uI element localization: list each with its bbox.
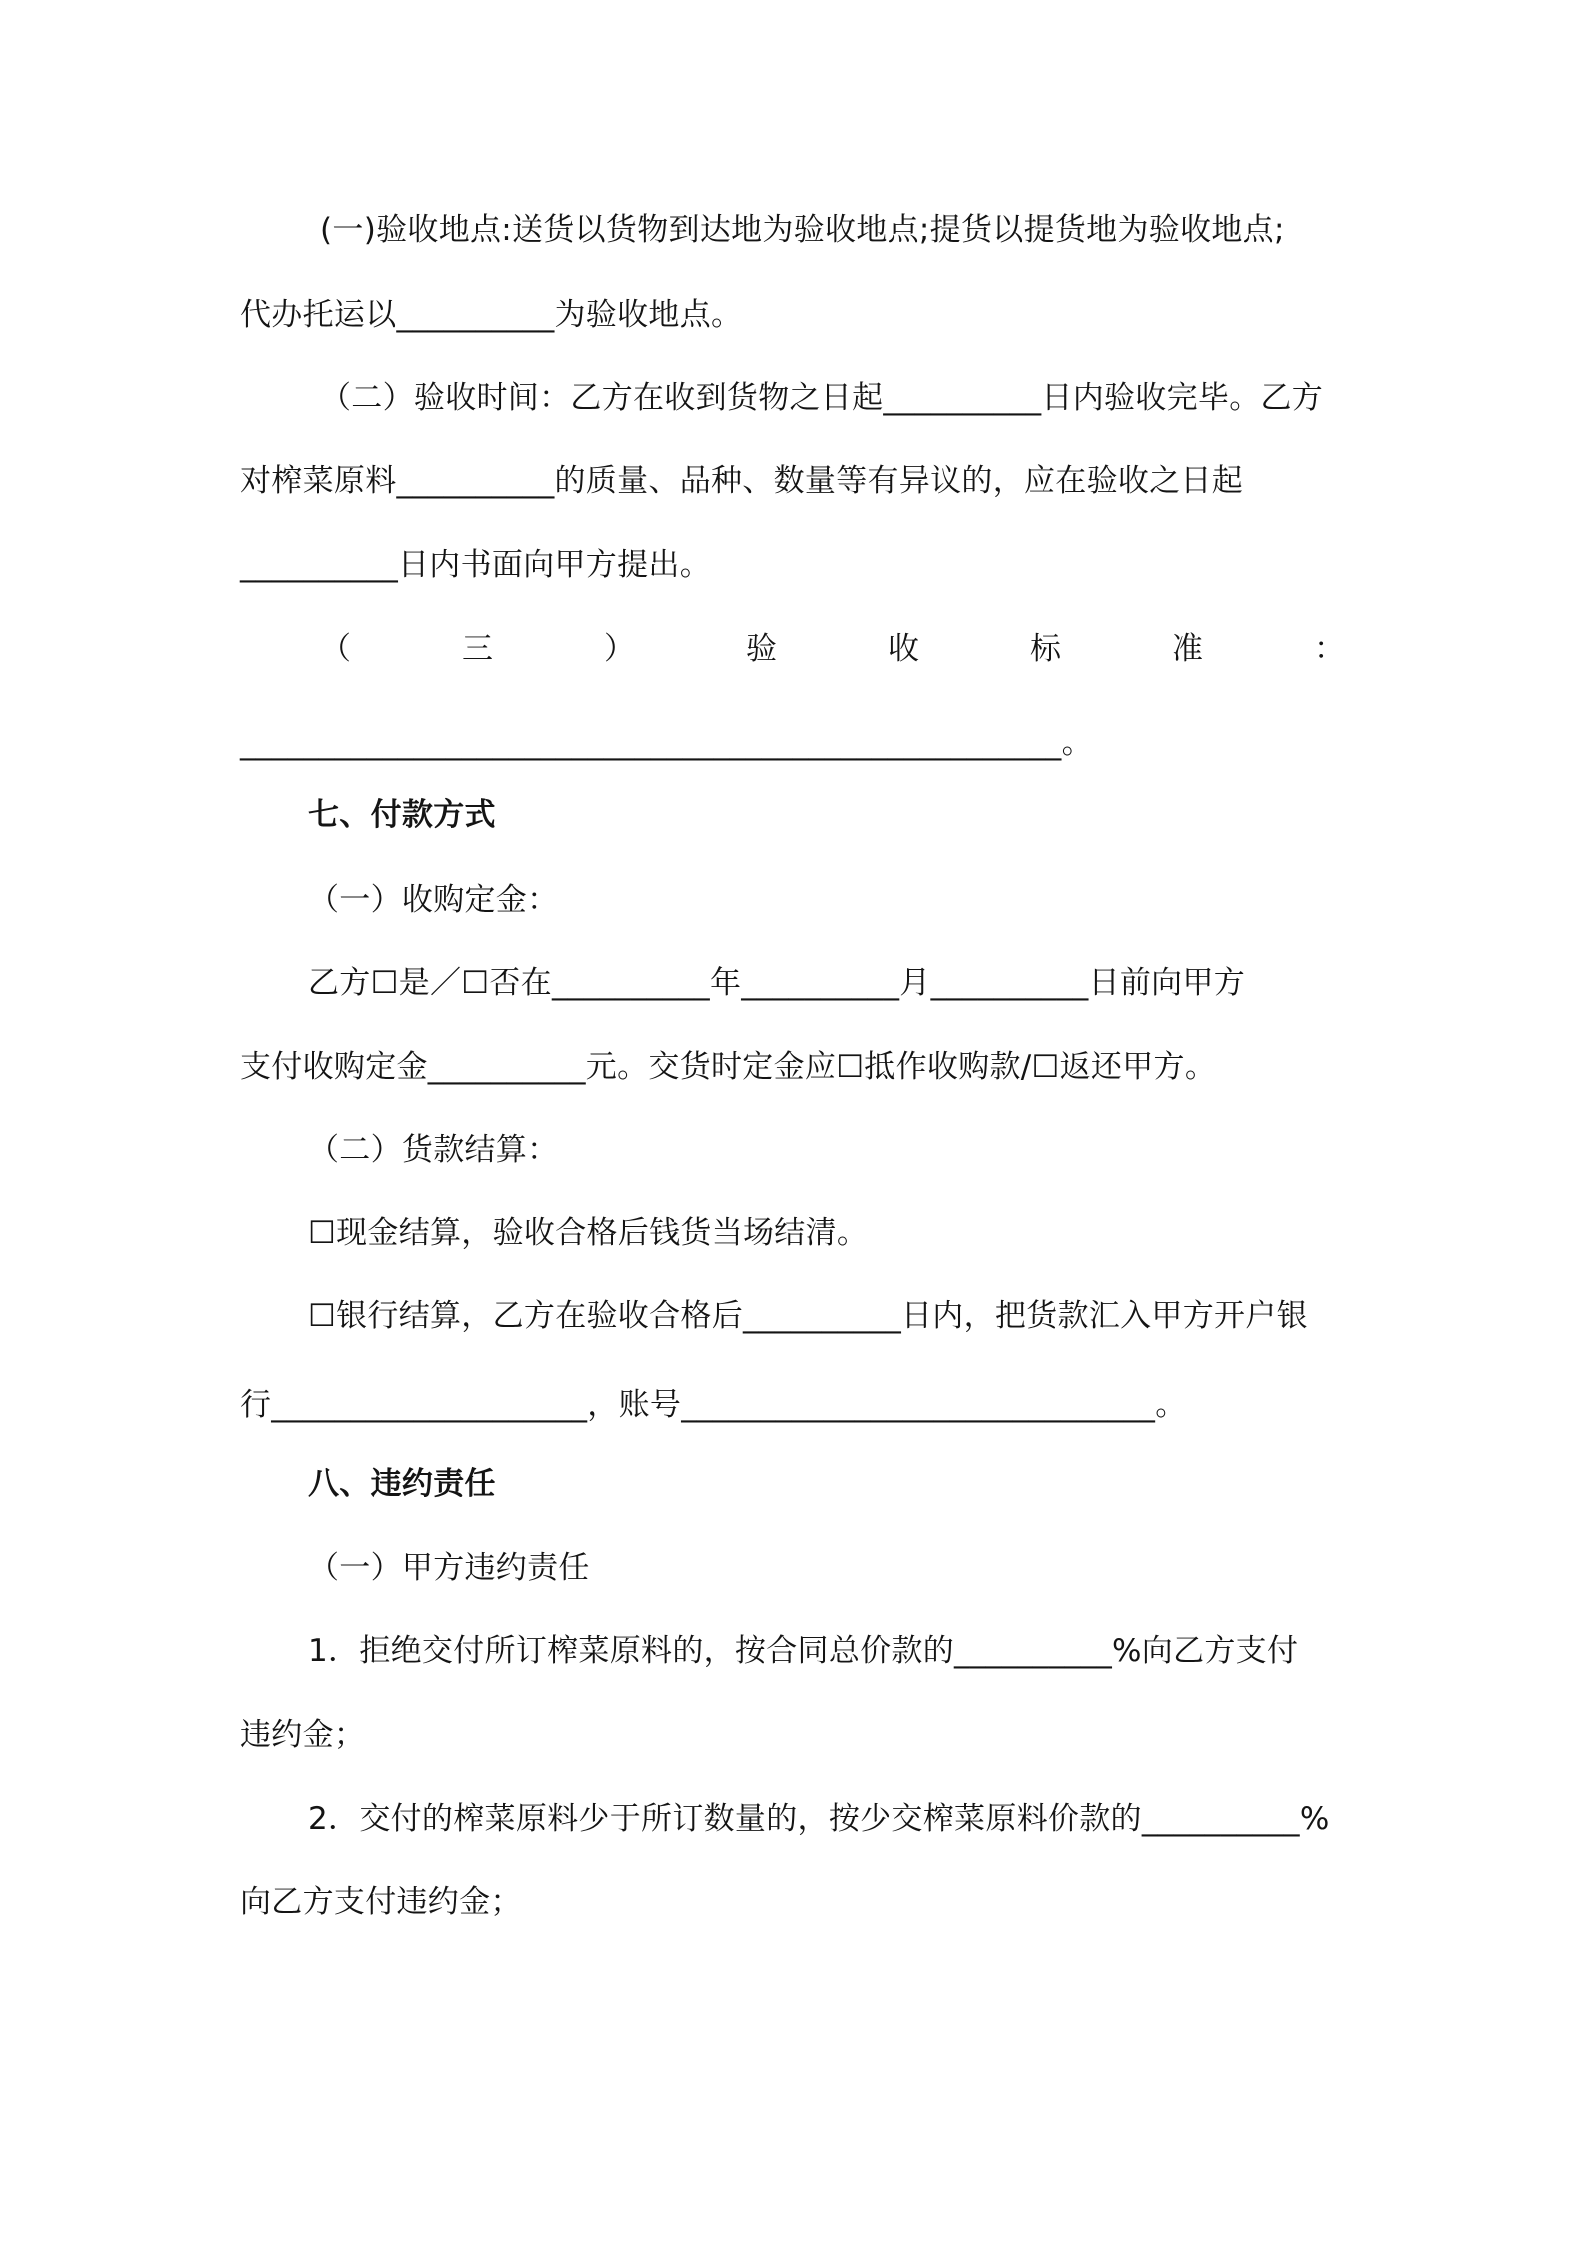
clause-inspection-standard xyxy=(320,624,1345,674)
spread-char: ： xyxy=(1314,631,1345,667)
clause-deposit-cont: 支付收购定金__________元。交货时定金应☐抵作收购款/☐返还甲方。 xyxy=(240,1049,1217,1085)
subsection-party-a-liability: （一）甲方违约责任 xyxy=(308,1550,590,1586)
spread-char: 标 xyxy=(1030,631,1061,667)
spread-char: ） xyxy=(604,631,635,667)
clause-liability-1-cont: 违约金； xyxy=(240,1717,366,1753)
clause-deposit: 乙方☐是／☐否在__________年__________月__________日前向甲方 xyxy=(308,965,1246,1001)
section-heading-payment: 七、付款方式 xyxy=(308,797,496,833)
option-bank-settlement: ☐银行结算，乙方在验收合格后__________日内，把货款汇入甲方开户银 xyxy=(308,1298,1308,1334)
clause-liability-2-cont: 向乙方支付违约金； xyxy=(240,1884,522,1920)
clause-inspection-standard-blank: ____________________________________________________。 xyxy=(240,725,1093,761)
clause-inspection-place: (一)验收地点:送货以货物到达地为验收地点;提货以提货地为验收地点; xyxy=(320,212,1285,248)
subsection-deposit: （一）收购定金： xyxy=(308,882,559,918)
clause-inspection-time: （二）验收时间：乙方在收到货物之日起__________日内验收完毕。乙方 xyxy=(320,380,1324,416)
option-bank-settlement-cont: 行____________________，账号______________________________。 xyxy=(240,1387,1187,1423)
clause-liability-2: 2．交付的榨菜原料少于所订数量的，按少交榨菜原料价款的__________% xyxy=(308,1801,1330,1837)
subsection-settlement: （二）货款结算： xyxy=(308,1132,559,1168)
spread-char: 准 xyxy=(1172,631,1203,667)
spread-char: 验 xyxy=(746,631,777,667)
option-cash-settlement: ☐现金结算，验收合格后钱货当场结清。 xyxy=(308,1215,869,1251)
clause-inspection-time-end: __________日内书面向甲方提出。 xyxy=(240,547,711,583)
section-heading-liability: 八、违约责任 xyxy=(308,1466,496,1502)
spread-char: 收 xyxy=(888,631,919,667)
spread-char: 三 xyxy=(462,631,493,667)
clause-liability-1: 1．拒绝交付所订榨菜原料的，按合同总价款的__________%向乙方支付 xyxy=(308,1633,1299,1669)
clause-inspection-time-cont: 对榨菜原料__________的质量、品种、数量等有异议的，应在验收之日起 xyxy=(240,463,1244,499)
spread-char: （ xyxy=(320,631,351,667)
clause-inspection-place-cont: 代办托运以__________为验收地点。 xyxy=(240,297,743,333)
